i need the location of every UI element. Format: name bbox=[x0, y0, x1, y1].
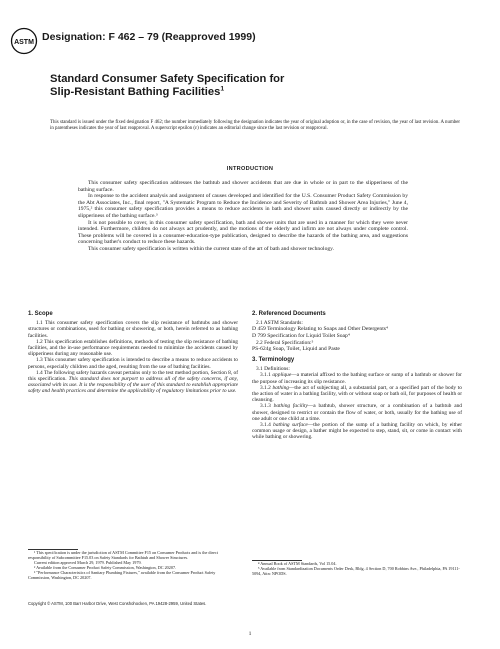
intro-paragraph: It is not possible to cover, in this consumer safety specification, bath and shower units that are used in a manner for which they were never intended. Furthermore, children do not always act prudently, and the motions of the elderly and infirm are not always under complete control. These problems will be covered in a consumer-education-type publication, designed to describe the hazards of the bathing area, and suggestions concerning bather's conduct to reduce these hazards. bbox=[78, 219, 408, 246]
federal-spec-label: 2.2 Federal Specification:⁵ bbox=[256, 340, 314, 346]
introduction-text bbox=[78, 180, 408, 253]
issued-note: This standard is issued under the fixed designation F 462; the number immediately following the designation indicates the year of original adoption or, in the case of revision, the year of last revision. A number in parentheses indicates the year of last reapproval. A superscript epsilon (ε) indicates an editorial change since the last revision or reapproval. bbox=[50, 120, 460, 131]
introduction-heading: INTRODUCTION bbox=[226, 166, 274, 172]
definition-item bbox=[252, 403, 462, 422]
definition-number: 3.1.1 bbox=[260, 372, 273, 379]
title-line-1: Standard Consumer Safety Specification for bbox=[50, 73, 285, 85]
page-number: 1 bbox=[248, 631, 252, 637]
svg-text:ASTM: ASTM bbox=[14, 39, 34, 46]
definition-item bbox=[252, 385, 462, 404]
definition-text: —the portion of the sump of a bathing facility on which, by either common usage or design, a bather might be expected to step, stand, sit, or come in contact with while bathing or showering. bbox=[252, 422, 462, 441]
referenced-heading: 2. Referenced Documents bbox=[252, 311, 326, 317]
scope-paragraph: 1.3 This consumer safety specification is intended to describe a means to reduce accidents to persons, especially children and the aged, resulting from the use of bathing facilities. bbox=[28, 357, 238, 370]
copyright-notice: Copyright © ASTM, 100 Barr Harbor Drive, West Conshohocken, PA 19428-2959, United States. bbox=[28, 601, 207, 606]
definition-item bbox=[252, 422, 462, 441]
footnote: ⁵ Available from Standardization Documents Order Desk, Bldg. 4 Section D, 700 Robbins Ave., Philadelphia, PA 19111-5094, Attn: NPODS. bbox=[252, 566, 460, 576]
definition-text: —the act of subjecting all, a substantial part, or a specified part of the body to the action of water in a bathing facility, with or without soap or bath oil, for purposes of health or cleansing. bbox=[252, 384, 462, 404]
intro-paragraph: This consumer safety specification is written within the current state of the art of bath and shower technology. bbox=[88, 245, 334, 252]
ref-d459: D 459 Terminology Relating to Soaps and Other Detergents⁴ bbox=[252, 326, 388, 333]
definitions-label: 3.1 Definitions: bbox=[256, 366, 290, 373]
ref-ps624: PS-624g Soap, Toilet, Liquid and Paste bbox=[252, 346, 340, 353]
footnote: ² Available from the Consumer Product Safety Commission, Washington, DC 20207. bbox=[34, 565, 177, 570]
ref-d799: D 799 Specification for Liquid Toilet Soap⁴ bbox=[252, 333, 350, 340]
scope-p4-caveat: This standard does not purport to address all of the safety concerns, if any, associated with its use. It is the responsibility of the user of this standard to establish appropriate safety and health practices and determine the applicability of regulatory limitations prior to use. bbox=[28, 376, 238, 395]
left-column bbox=[28, 311, 238, 395]
definition-term: bathing facility bbox=[273, 403, 308, 410]
terminology-heading: 3. Terminology bbox=[252, 357, 295, 363]
footnote: Current edition approved March 29, 1979. Published May 1979. bbox=[34, 560, 142, 565]
scope-paragraph: 1.1 This consumer safety specification covers the slip resistance of bathtubs and shower structures or combinations, used for bathing or showering, or both, herein referred to as bathing facilities. bbox=[28, 320, 238, 339]
footnote: ¹ This specification is under the jurisdiction of ASTM Committee F15 on Consumer Products and is the direct responsibility of Subcommittee F15.03 on Safety Standards for Bathtub and Shower Structures. bbox=[28, 550, 218, 560]
scope-p4-text: 1.4 The following safety hazards caveat pertains only to the test method portion, Section 8, of this specification. bbox=[28, 369, 238, 383]
intro-paragraph: In response to the accident analysis and assignment of causes developed and identified for the U.S. Consumer Product Safety Commission by the Abt Associates, Inc., final report, "A Systematic Program to Reduce the Incidence and Severity of Bathtub and Shower Area Injuries," June 4, 1975,² this consumer safety specification provides a means to reduce accidents in bath and shower units caused directly or indirectly by the slipperiness of the bathing surface.³ bbox=[78, 193, 408, 219]
document-title bbox=[50, 73, 470, 99]
definition-text: —a material affixed to the bathing surface or sump of a bathtub or shower for the purpose of increasing its slip resistance. bbox=[252, 372, 462, 385]
footnote: ⁴ Annual Book of ASTM Standards, Vol 15.04. bbox=[258, 561, 337, 566]
designation: Designation: F 462 – 79 (Reapproved 1999) bbox=[42, 31, 256, 43]
definition-term: bathing surface bbox=[273, 422, 308, 429]
scope-paragraph bbox=[28, 370, 238, 395]
left-footnotes bbox=[28, 549, 238, 580]
scope-paragraph: 1.2 This specification establishes definitions, methods of testing the slip resistance of bathing facilities, and the in-use performance requirements needed to minimize the accidents caused by slipperiness during any reasonable use. bbox=[28, 338, 238, 358]
definition-text: —a bathtub, shower structure, or a combination of a bathtub and shower, designed to restrict or contain the flow of water, or both, usually for the bathing use of one adult or one child at a time. bbox=[252, 403, 462, 422]
definition-item bbox=[252, 372, 462, 384]
scope-heading: 1. Scope bbox=[28, 311, 53, 317]
intro-paragraph: This consumer safety specification addresses the bathtub and shower accidents that are due in whole or in part to the slipperiness of the bathing surface. bbox=[78, 180, 408, 193]
definition-number: 3.1.3 bbox=[260, 403, 274, 410]
right-footnotes bbox=[252, 560, 462, 576]
title-line-2: Slip-Resistant Bathing Facilities bbox=[50, 86, 221, 98]
astm-logo bbox=[10, 27, 38, 55]
right-column bbox=[252, 311, 462, 441]
title-footnote-mark: 1 bbox=[220, 85, 225, 93]
definition-number: 3.1.4 bbox=[260, 422, 274, 429]
definition-term: bathing bbox=[272, 384, 289, 391]
astm-standards-label: 2.1 ASTM Standards: bbox=[256, 320, 303, 327]
definition-term: applique bbox=[272, 372, 292, 379]
footnote: ³ "Performance Characteristics of Sanitary Plumbing Fixtures," available from the Consumer Product Safety Commission, Washington, DC 20207. bbox=[28, 570, 216, 580]
definition-number: 3.1.2 bbox=[260, 384, 273, 391]
